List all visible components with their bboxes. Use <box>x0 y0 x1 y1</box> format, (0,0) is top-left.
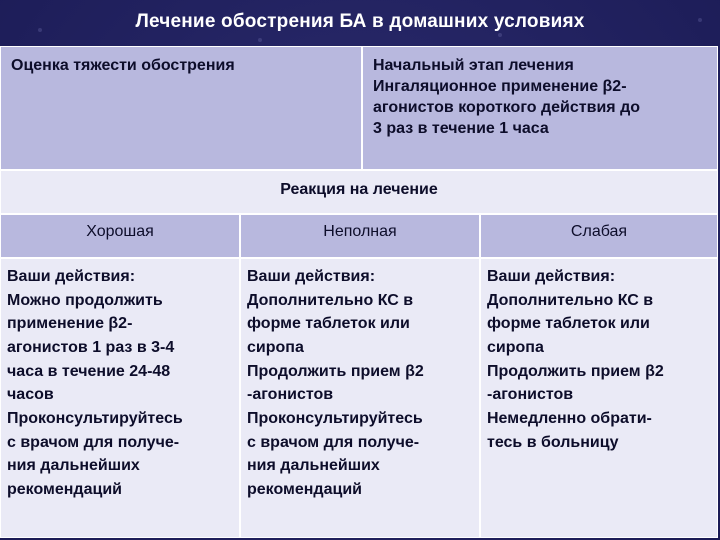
assessment-cell <box>1 47 363 171</box>
body-line: с врачом для получе- <box>247 433 420 451</box>
body-line: форме таблеток или <box>487 315 650 333</box>
reaction-row <box>1 171 717 215</box>
initial-stage-cell <box>363 47 717 171</box>
body-line: ния дальнейших <box>247 457 380 475</box>
body-line: Дополнительно КС в <box>247 291 414 309</box>
body-line: рекомендаций <box>7 481 122 499</box>
body-line: часов <box>7 386 54 404</box>
body-line: Продолжить прием β2 <box>247 362 424 380</box>
column-header-partial <box>241 215 481 259</box>
body-line: Ваши действия: <box>247 268 376 285</box>
body-line: Немедленно обрати- <box>487 410 652 428</box>
body-line: ния дальнейших <box>7 457 140 475</box>
body-line: тесь в больницу <box>487 433 619 451</box>
assessment-label: Оценка тяжести обострения <box>11 57 235 74</box>
column-body-partial <box>241 259 481 537</box>
column-body-good <box>1 259 241 537</box>
column-header-good <box>1 215 241 259</box>
body-line: -агонистов <box>247 386 334 404</box>
column-header-label: Неполная <box>323 223 397 240</box>
body-line: сиропа <box>487 339 544 357</box>
page-title: Лечение обострения БА в домашних условиях <box>135 11 585 32</box>
body-line: рекомендаций <box>247 481 362 499</box>
body-line: сиропа <box>247 339 304 357</box>
initial-stage-heading: Начальный этап лечения <box>373 57 574 74</box>
initial-stage-line: агонистов короткого действия до <box>373 99 641 117</box>
column-header-label: Слабая <box>570 223 628 240</box>
body-line: -агонистов <box>487 386 574 404</box>
treatment-table <box>0 46 718 538</box>
body-line: агонистов 1 раз в 3-4 <box>7 339 175 357</box>
body-line: Можно продолжить <box>7 291 163 309</box>
body-line: с врачом для получе- <box>7 433 180 451</box>
reaction-label: Реакция на лечение <box>280 181 438 198</box>
body-line: Дополнительно КС в <box>487 291 654 309</box>
column-header-label: Хорошая <box>86 223 154 240</box>
body-line: Проконсультируйтесь <box>7 410 183 428</box>
column-body-weak <box>481 259 717 537</box>
body-line: Ваши действия: <box>487 268 616 285</box>
body-line: часа в течение 24-48 <box>7 362 171 380</box>
body-line: применение β2- <box>7 315 133 333</box>
body-line: Ваши действия: <box>7 268 136 285</box>
initial-stage-line: 3 раз в течение 1 часа <box>373 120 549 138</box>
initial-stage-line: Ингаляционное применение β2- <box>373 78 627 96</box>
body-line: Продолжить прием β2 <box>487 362 664 380</box>
column-header-weak <box>481 215 717 259</box>
body-line: форме таблеток или <box>247 315 410 333</box>
body-line: Проконсультируйтесь <box>247 410 423 428</box>
